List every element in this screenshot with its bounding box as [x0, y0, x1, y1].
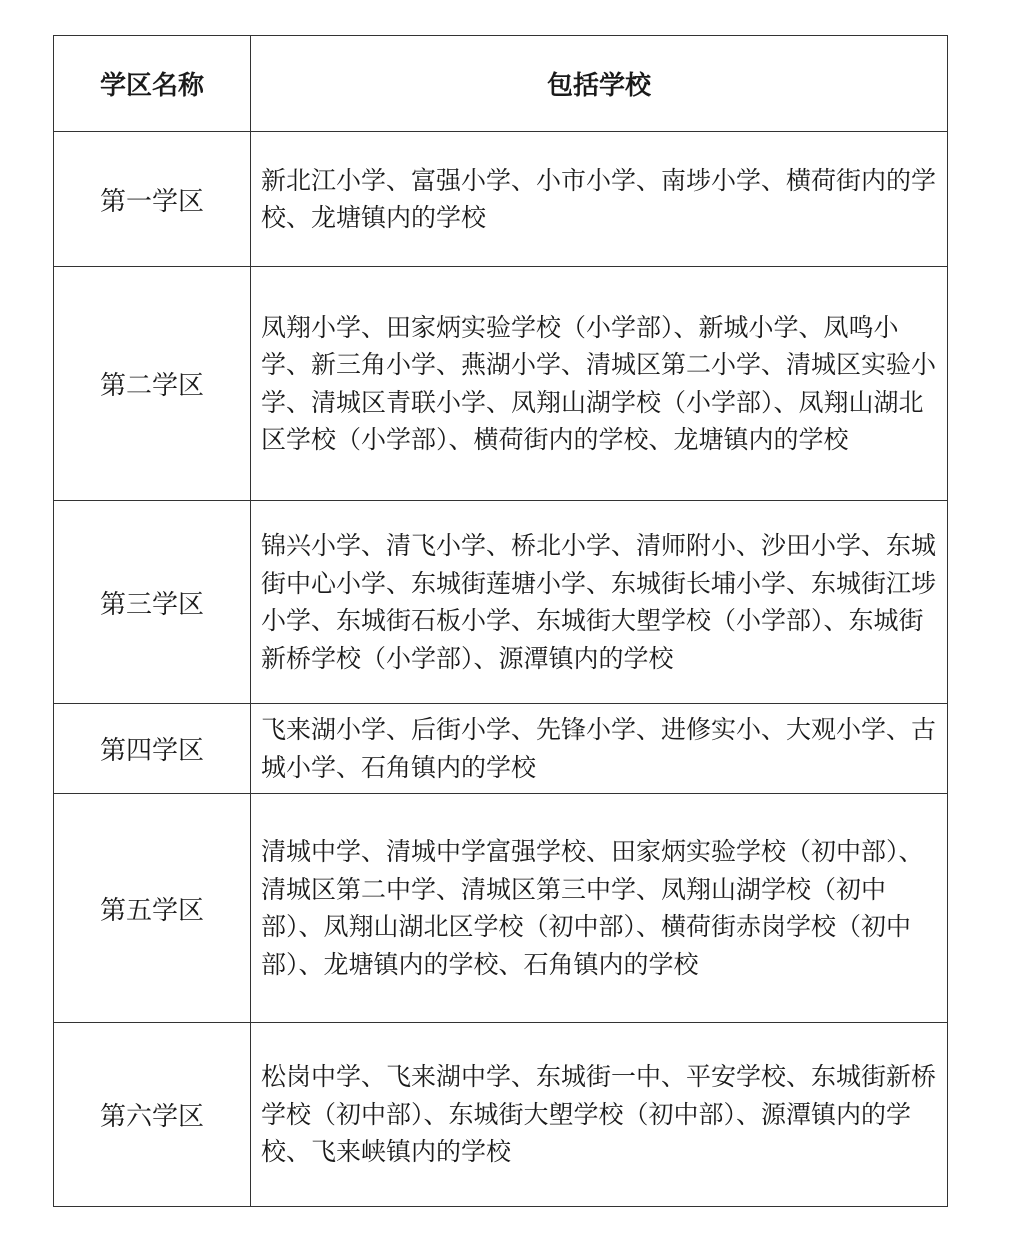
schools-cell: [251, 1023, 948, 1207]
header-schools: 包括学校: [251, 36, 948, 132]
header-district-name: 学区名称: [54, 36, 251, 132]
table-row: [54, 794, 948, 1023]
schools-cell: [251, 704, 948, 794]
district-name-cell: 第一学区: [54, 132, 251, 267]
schools-text: 凤翔小学、田家炳实验学校（小学部）、新城小学、凤鸣小学、新三角小学、燕湖小学、清城区第二小学、清城区实验小学、清城区青联小学、凤翔山湖学校（小学部）、凤翔山湖北区学校（小学部）、横荷街内的学校、龙塘镇内的学校: [261, 312, 937, 454]
district-name-cell: 第六学区: [54, 1023, 251, 1207]
table-row: [54, 1023, 948, 1207]
school-district-table: [53, 35, 948, 1207]
table-header-row: [54, 36, 948, 132]
district-name-cell: 第五学区: [54, 794, 251, 1023]
schools-text: 飞来湖小学、后街小学、先锋小学、进修实小、大观小学、古城小学、石角镇内的学校: [261, 715, 937, 782]
district-name-cell: 第三学区: [54, 501, 251, 704]
schools-cell: [251, 501, 948, 704]
schools-cell: [251, 267, 948, 501]
table-row: [54, 132, 948, 267]
district-name-cell: 第二学区: [54, 267, 251, 501]
schools-text: 清城中学、清城中学富强学校、田家炳实验学校（初中部）、清城区第二中学、清城区第三中学、凤翔山湖学校（初中部）、凤翔山湖北区学校（初中部）、横荷街赤岗学校（初中部）、龙塘镇内的学校、石角镇内的学校: [261, 837, 924, 979]
table-row: [54, 267, 948, 501]
district-name-cell: 第四学区: [54, 704, 251, 794]
table-row: [54, 704, 948, 794]
schools-text: 新北江小学、富强小学、小市小学、南埗小学、横荷街内的学校、龙塘镇内的学校: [261, 165, 937, 232]
table-row: [54, 501, 948, 704]
schools-text: 松岗中学、飞来湖中学、东城街一中、平安学校、东城街新桥学校（初中部）、东城街大塱学校（初中部）、源潭镇内的学校、飞来峡镇内的学校: [261, 1062, 937, 1167]
schools-cell: [251, 132, 948, 267]
schools-cell: [251, 794, 948, 1023]
schools-text: 锦兴小学、清飞小学、桥北小学、清师附小、沙田小学、东城街中心小学、东城街莲塘小学、东城街长埔小学、东城街江埗小学、东城街石板小学、东城街大塱学校（小学部）、东城街新桥学校（小学部）、源潭镇内的学校: [261, 531, 937, 673]
